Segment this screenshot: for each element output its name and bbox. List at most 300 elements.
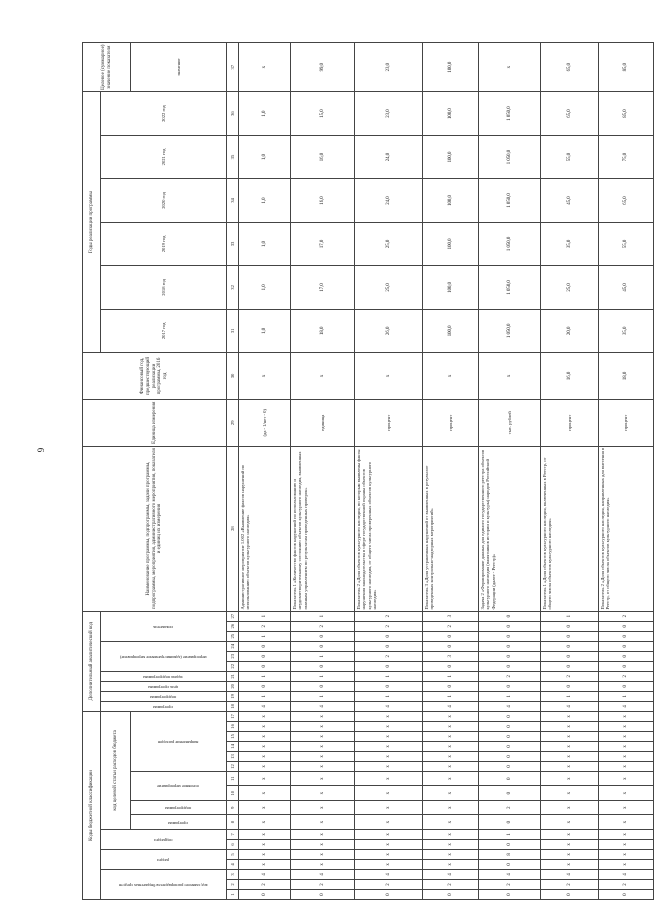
code-cell: 4 (239, 701, 291, 711)
code-cell: 2 (291, 879, 355, 889)
code-cell: 0 (239, 889, 291, 899)
column-number: 29 (227, 399, 239, 446)
year-value-cell: 35,0 (599, 309, 654, 352)
code-cell: х (239, 721, 291, 731)
code-cell: 8 (479, 849, 541, 859)
code-cell: х (239, 786, 291, 800)
code-cell: х (599, 815, 654, 829)
code-cell: 1 (239, 611, 291, 621)
code-cell: 1 (541, 611, 599, 621)
year-value-cell: 1,0 (239, 309, 291, 352)
header-subprogram: подпрограмма (131, 800, 227, 814)
header-budget-codes: Коды бюджетной классификации (83, 711, 101, 899)
header-unit: Единица измерения (83, 399, 227, 446)
unit-cell: тыс. рублей (479, 399, 541, 446)
header-analytic-code: Дополнительный аналитический код (83, 611, 101, 711)
year-value-cell: 55,0 (541, 135, 599, 178)
code-cell: 0 (599, 631, 654, 641)
code-cell: 0 (291, 641, 355, 651)
code-cell: 1 (541, 691, 599, 701)
code-cell: 0 (423, 889, 479, 899)
code-cell: 0 (479, 611, 541, 621)
unit-cell: процент (423, 399, 479, 446)
code-cell: 2 (423, 879, 479, 889)
column-number: 14 (227, 741, 239, 751)
column-number: 6 (227, 839, 239, 849)
column-number: 10 (227, 786, 239, 800)
year-value-cell: 20,0 (541, 309, 599, 352)
year-value-cell: 24,0 (355, 179, 423, 222)
code-cell: 1 (423, 691, 479, 701)
code-cell: х (599, 849, 654, 859)
base-year-cell: х (423, 353, 479, 400)
target-value-cell: 65,0 (541, 43, 599, 92)
code-cell: 0 (479, 859, 541, 869)
code-cell: х (291, 771, 355, 785)
code-cell: х (291, 800, 355, 814)
column-number: 8 (227, 815, 239, 829)
column-number: 31 (227, 309, 239, 352)
year-value-cell: 17,0 (291, 222, 355, 265)
header-year-2019: 2019 год (101, 222, 227, 265)
header-year-2022: 2022 год (101, 92, 227, 135)
code-cell: х (541, 800, 599, 814)
code-cell: х (355, 800, 423, 814)
year-value-cell: 75,0 (599, 135, 654, 178)
code-cell: 2 (355, 611, 423, 621)
code-cell: 1 (355, 691, 423, 701)
code-cell: х (541, 711, 599, 721)
code-cell: х (239, 751, 291, 761)
base-year-cell: х (291, 353, 355, 400)
code-cell: х (541, 731, 599, 741)
code-cell: х (423, 839, 479, 849)
header-main-event: основное мероприятие (131, 771, 227, 800)
table-row (239, 43, 291, 900)
code-cell: х (599, 721, 654, 731)
column-number: 26 (227, 621, 239, 631)
code-cell: 0 (291, 661, 355, 671)
column-number: 32 (227, 266, 239, 309)
code-cell: 0 (541, 681, 599, 691)
code-cell: 4 (291, 701, 355, 711)
year-value-cell: 1,0 (239, 222, 291, 265)
year-value-cell: 85,0 (599, 92, 654, 135)
code-cell: х (423, 771, 479, 785)
code-cell: 1 (291, 651, 355, 661)
header-name: Наименование программы, подпрограммы, задачи программы, подпрограммы, мероприятия, административного мероприятия, показателя и единиц их измерения (83, 446, 227, 611)
code-cell: 0 (423, 661, 479, 671)
code-cell: 2 (541, 879, 599, 889)
header-years: Годы реализации программы (83, 92, 101, 353)
header-year-2020: 2020 год (101, 179, 227, 222)
target-value-cell: 85,0 (599, 43, 654, 92)
table-row (291, 43, 355, 900)
year-value-cell: 16,0 (291, 135, 355, 178)
code-cell: х (291, 731, 355, 741)
column-number: 36 (227, 92, 239, 135)
unit-cell: процент (541, 399, 599, 446)
code-cell: 1 (239, 671, 291, 681)
code-cell: 0 (479, 681, 541, 691)
year-value-cell: 1,0 (239, 266, 291, 309)
column-number: 11 (227, 771, 239, 785)
code-cell: 0 (479, 761, 541, 771)
year-value-cell: 100,0 (423, 266, 479, 309)
year-value-cell: 1 050,0 (479, 92, 541, 135)
code-cell: х (355, 859, 423, 869)
code-cell: х (423, 751, 479, 761)
code-cell: х (291, 711, 355, 721)
header-an-indicator: показатель (101, 611, 227, 641)
base-year-cell: 16,0 (541, 353, 599, 400)
header-year-2018: 2018 год (101, 266, 227, 309)
base-year-cell: х (239, 353, 291, 400)
column-number: 19 (227, 691, 239, 701)
column-number: 30 (227, 353, 239, 400)
code-cell: х (599, 771, 654, 785)
year-value-cell: 25,0 (355, 266, 423, 309)
column-number: 5 (227, 849, 239, 859)
code-cell: 0 (479, 889, 541, 899)
header-base-year: Финансовый год, предшествующий реализации программы, 2016 год (83, 353, 227, 400)
base-year-cell: 18,0 (599, 353, 654, 400)
code-cell: 0 (541, 621, 599, 631)
code-cell: х (239, 859, 291, 869)
code-cell: х (291, 741, 355, 751)
column-number: 4 (227, 859, 239, 869)
year-value-cell: 100,0 (423, 179, 479, 222)
column-number: 17 (227, 711, 239, 721)
code-cell: 0 (423, 631, 479, 641)
code-cell: 4 (599, 869, 654, 879)
year-value-cell: 26,0 (355, 309, 423, 352)
column-number: 12 (227, 761, 239, 771)
code-cell: 4 (599, 701, 654, 711)
code-cell: 0 (479, 661, 541, 671)
code-cell: х (541, 741, 599, 751)
code-cell: 2 (355, 621, 423, 631)
table-row (541, 43, 599, 900)
header-podrazdel: подраздел (101, 829, 227, 849)
year-value-cell: 100,0 (423, 92, 479, 135)
code-cell: х (239, 815, 291, 829)
code-cell: 0 (355, 889, 423, 899)
code-cell: 1 (479, 691, 541, 701)
code-cell: х (423, 786, 479, 800)
code-cell: 1 (291, 691, 355, 701)
year-value-cell: 25,0 (541, 266, 599, 309)
code-cell: х (355, 829, 423, 839)
code-cell: 4 (423, 869, 479, 879)
code-cell: х (291, 829, 355, 839)
year-value-cell: 15,0 (291, 92, 355, 135)
code-cell: х (541, 859, 599, 869)
column-numbers-row (227, 43, 239, 900)
column-number: 21 (227, 671, 239, 681)
column-number: 2 (227, 879, 239, 889)
code-cell: х (291, 815, 355, 829)
code-cell: х (291, 761, 355, 771)
code-cell: 4 (355, 701, 423, 711)
code-cell: 1 (239, 691, 291, 701)
year-value-cell: 1 050,0 (479, 266, 541, 309)
code-cell: 0 (423, 641, 479, 651)
header-admin: код главного распорядителя бюджетных средств (101, 869, 227, 899)
code-cell: 2 (599, 611, 654, 621)
code-cell: х (239, 849, 291, 859)
base-year-cell: х (479, 353, 541, 400)
target-value-cell: 100,0 (423, 43, 479, 92)
code-cell: 0 (355, 661, 423, 671)
column-number: 25 (227, 631, 239, 641)
code-cell: 1 (291, 671, 355, 681)
code-cell: 0 (479, 786, 541, 800)
code-cell: 0 (479, 631, 541, 641)
year-value-cell: 65,0 (541, 92, 599, 135)
year-value-cell: 1 050,0 (479, 222, 541, 265)
year-value-cell: 35,0 (541, 222, 599, 265)
code-cell: 0 (291, 889, 355, 899)
unit-cell: процент (355, 399, 423, 446)
item-name-cell: Показатель 1 «Количество фактов нарушений по использованию и неудовлетворительному состоянию объектов культурного наследия, выявленных главным управлением по результатам проведенных проверок» (291, 446, 355, 611)
year-value-cell: 25,0 (355, 222, 423, 265)
code-cell: 0 (599, 661, 654, 671)
code-cell: 2 (423, 621, 479, 631)
code-cell: х (355, 786, 423, 800)
code-cell: х (423, 711, 479, 721)
year-value-cell: 16,0 (291, 179, 355, 222)
year-value-cell: 23,0 (355, 92, 423, 135)
unit-cell: (да - 1/нет - 0) (239, 399, 291, 446)
header-target-value: значение (131, 43, 227, 92)
code-cell: х (599, 731, 654, 741)
year-value-cell: 65,0 (599, 179, 654, 222)
code-cell: х (423, 761, 479, 771)
code-cell: х (423, 800, 479, 814)
code-cell: 2 (479, 800, 541, 814)
code-cell: 0 (541, 889, 599, 899)
column-number: 16 (227, 721, 239, 731)
year-value-cell: 18,0 (291, 309, 355, 352)
item-name-cell: Показатель 2 «Доля объектов культурного наследия, направленных для внесения в Реестр, от общего числа объектов культурного наследия» (599, 446, 654, 611)
code-cell: 1 (291, 611, 355, 621)
header-an-goal: цель программы (101, 681, 227, 691)
code-cell: 4 (541, 869, 599, 879)
code-cell: 1 (239, 631, 291, 641)
year-value-cell: 55,0 (599, 222, 654, 265)
code-cell: 4 (479, 869, 541, 879)
code-cell: 3 (423, 651, 479, 661)
table-row (479, 43, 541, 900)
code-cell: х (355, 761, 423, 771)
code-cell: 0 (541, 631, 599, 641)
code-cell: х (541, 815, 599, 829)
code-cell: 2 (599, 879, 654, 889)
code-cell: х (239, 771, 291, 785)
code-cell: 4 (541, 701, 599, 711)
code-cell: 3 (423, 611, 479, 621)
code-cell: х (355, 731, 423, 741)
code-cell: 2 (291, 621, 355, 631)
header-an-task: задача подпрограммы (101, 671, 227, 681)
code-cell: 1 (599, 691, 654, 701)
code-cell: х (599, 786, 654, 800)
code-cell: 1 (479, 829, 541, 839)
header-year-2017: 2017 год (101, 309, 227, 352)
code-cell: 0 (479, 651, 541, 661)
code-cell: 0 (423, 681, 479, 691)
code-cell: 2 (479, 671, 541, 681)
code-cell: 0 (479, 839, 541, 849)
code-cell: х (599, 751, 654, 761)
code-cell: 0 (479, 741, 541, 751)
column-number: 35 (227, 135, 239, 178)
table-row (355, 43, 423, 900)
code-cell: 0 (599, 651, 654, 661)
code-cell: 1 (423, 671, 479, 681)
code-cell: х (541, 786, 599, 800)
code-cell: 0 (541, 661, 599, 671)
code-cell: 1 (355, 671, 423, 681)
header-razdel: раздел (101, 849, 227, 869)
column-number: 24 (227, 641, 239, 651)
code-cell: 0 (239, 651, 291, 661)
program-indicators-table (82, 42, 654, 900)
target-value-cell: 99,0 (291, 43, 355, 92)
code-cell: 0 (599, 621, 654, 631)
code-cell: 0 (239, 661, 291, 671)
column-number: 9 (227, 800, 239, 814)
code-cell: 0 (541, 641, 599, 651)
code-cell: х (423, 849, 479, 859)
item-name-cell: Показатель 1 «Доля объектов культурного наследия, включенных в Реестр, от общего числа объектов культурного наследия» (541, 446, 599, 611)
code-cell: х (291, 721, 355, 731)
code-cell: х (239, 761, 291, 771)
header-program: программа (131, 815, 227, 829)
column-number: 1 (227, 889, 239, 899)
column-number: 7 (227, 829, 239, 839)
code-cell: х (423, 721, 479, 731)
program-table-sheet (82, 42, 629, 900)
code-cell: х (541, 721, 599, 731)
year-value-cell: 1 050,0 (479, 309, 541, 352)
code-cell: х (355, 771, 423, 785)
code-cell: 2 (355, 651, 423, 661)
code-cell: 0 (479, 731, 541, 741)
column-number: 22 (227, 661, 239, 671)
code-cell: х (599, 829, 654, 839)
code-cell: х (239, 839, 291, 849)
code-cell: х (541, 829, 599, 839)
code-cell: х (355, 849, 423, 859)
code-cell: 0 (239, 641, 291, 651)
code-cell: х (291, 849, 355, 859)
table-row (423, 43, 479, 900)
header-direction: направление расходов (131, 711, 227, 771)
code-cell: 2 (239, 621, 291, 631)
code-cell: 0 (479, 815, 541, 829)
code-cell: х (541, 751, 599, 761)
year-value-cell: 1,0 (239, 135, 291, 178)
unit-cell: единица (291, 399, 355, 446)
year-value-cell: 1,0 (239, 179, 291, 222)
year-value-cell: 17,0 (291, 266, 355, 309)
page-number: 6 (35, 447, 46, 453)
code-cell: 4 (291, 869, 355, 879)
code-cell: х (355, 839, 423, 849)
code-cell: 0 (599, 641, 654, 651)
code-cell: х (599, 839, 654, 849)
code-cell: 0 (479, 641, 541, 651)
code-cell: 0 (479, 621, 541, 631)
code-cell: х (355, 751, 423, 761)
target-value-cell: х (479, 43, 541, 92)
code-cell: х (599, 761, 654, 771)
year-value-cell: 45,0 (541, 179, 599, 222)
column-number: 28 (227, 446, 239, 611)
code-cell: х (599, 859, 654, 869)
code-cell: х (239, 829, 291, 839)
code-cell: 0 (355, 641, 423, 651)
code-cell: х (239, 731, 291, 741)
code-cell: х (239, 741, 291, 751)
column-number: 37 (227, 43, 239, 92)
code-cell: 0 (479, 751, 541, 761)
code-cell: 2 (541, 671, 599, 681)
target-value-cell: 23,0 (355, 43, 423, 92)
code-cell: х (355, 721, 423, 731)
code-cell: 0 (355, 681, 423, 691)
column-number: 34 (227, 179, 239, 222)
code-cell: х (355, 815, 423, 829)
table-row (599, 43, 654, 900)
column-number: 15 (227, 731, 239, 741)
column-number: 20 (227, 681, 239, 691)
header-an-measure: мероприятие (административное мероприятие) (101, 641, 227, 671)
year-value-cell: 1 050,0 (479, 135, 541, 178)
header-an-subprogram: подпрограмма (101, 691, 227, 701)
header-an-program: программа (101, 701, 227, 711)
column-number: 13 (227, 751, 239, 761)
code-cell: 4 (479, 701, 541, 711)
code-cell: х (599, 711, 654, 721)
column-number: 33 (227, 222, 239, 265)
code-cell: х (423, 731, 479, 741)
code-cell: 0 (599, 889, 654, 899)
item-name-cell: Показатель 2 «Доля объектов культурного наследия, по которым выявлены факты нарушения законодательства в сфере государственной охраны объектов культурного наследия, от общего числа проверенных объектов культурного наследия» (355, 446, 423, 611)
item-name-cell: Задача 2 «Формирование данных для единого государственного реестра объектов культурного наследия (памятников истории и культуры) народов Российской Федерации (далее - Реестр)» (479, 446, 541, 611)
code-cell: х (291, 859, 355, 869)
code-cell: 0 (355, 631, 423, 641)
code-cell: х (423, 859, 479, 869)
code-cell: 4 (423, 701, 479, 711)
year-value-cell: 1,0 (239, 92, 291, 135)
code-cell: х (541, 761, 599, 771)
code-cell: 0 (291, 631, 355, 641)
code-cell: 2 (599, 671, 654, 681)
code-cell: х (291, 786, 355, 800)
column-number: 23 (227, 651, 239, 661)
base-year-cell: х (355, 353, 423, 400)
code-cell: 0 (239, 681, 291, 691)
code-cell: 2 (239, 879, 291, 889)
year-value-cell: 100,0 (423, 135, 479, 178)
column-number: 27 (227, 611, 239, 621)
code-cell: х (599, 800, 654, 814)
code-cell: х (541, 839, 599, 849)
target-value-cell: х (239, 43, 291, 92)
